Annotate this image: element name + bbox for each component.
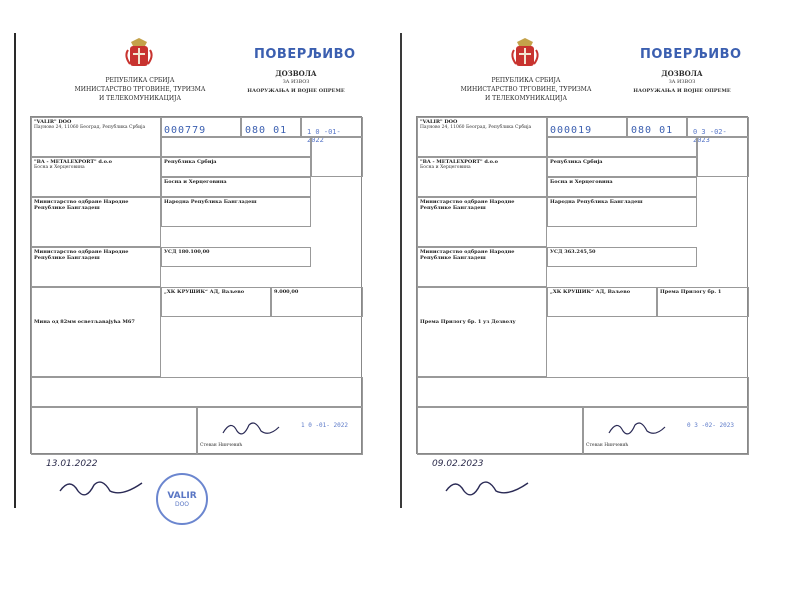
authority-signature-cell: Стеван Нинчевић	[197, 407, 363, 455]
registry-cell	[697, 137, 749, 177]
permit-form	[30, 116, 362, 454]
permit-page-left	[14, 33, 374, 508]
producer-info-cell: „ХК КРУШИК“ АД, Ваљево	[547, 287, 657, 317]
end-user-cell: Министарство одбране Народне Републике Бангладеш	[417, 197, 547, 247]
permit-title: ДОЗВОЛА	[661, 69, 703, 78]
issue-date-stamp: 0 3 -02- 2023	[693, 128, 727, 144]
permit-subtitle-2: НАОРУЖАЊА И ВОЈНЕ ОПРЕМЕ	[633, 88, 731, 94]
handwritten-date: 09.02.2023	[432, 459, 484, 469]
registry-cell	[311, 137, 363, 177]
permit-code: 080 01	[245, 125, 288, 136]
destination-cell: Народна Република Бангладеш	[547, 197, 697, 227]
permit-form	[416, 116, 748, 454]
confidential-header: ПОВЕРЉИВО	[640, 47, 742, 62]
permit-code: 080 01	[631, 125, 674, 136]
permit-number: 000779	[164, 125, 207, 136]
producer-cell	[547, 137, 697, 157]
value-cell: УСД 363.245,50	[547, 247, 697, 267]
exporter-cell: "VALIR" DOO Пауново 24, 11060 Београд, Република Србија	[31, 117, 161, 157]
permit-subtitle-2: НАОРУЖАЊА И ВОЈНЕ ОПРЕМЕ	[247, 88, 345, 94]
confidential-header: ПОВЕРЉИВО	[254, 47, 356, 62]
origin-cell: Република Србија	[161, 157, 311, 177]
official-signature-icon	[607, 417, 667, 441]
exporter-cell: "VALIR" DOO Пауново 24, 11060 Београд, Република Србија	[417, 117, 547, 157]
exporter-signature-icon	[56, 473, 146, 503]
buyer-country-cell: Босна и Херцеговина	[161, 177, 311, 197]
value-cell: УСД 180.100,00	[161, 247, 311, 267]
buyer-country-cell: Босна и Херцеговина	[547, 177, 697, 197]
producer-cell	[161, 137, 311, 157]
company-seal: VALIR DOO	[156, 473, 208, 525]
exporter-signature-cell	[417, 407, 583, 455]
permit-subtitle: ЗА ИЗВОЗ	[668, 79, 696, 85]
authority-signature-cell: Стеван Нинчевић	[583, 407, 749, 455]
handwritten-date: 13.01.2022	[46, 459, 98, 469]
destination-cell: Народна Република Бангладеш	[161, 197, 311, 227]
buyer-cell: "BA - METALEXPORT" d.o.o Босна и Херцеговина	[417, 157, 547, 197]
coat-of-arms-icon	[122, 36, 156, 74]
signature-date-stamp: 1 0 -01- 2022	[301, 422, 348, 429]
end-user-cell: Министарство одбране Народне Републике Бангладеш	[31, 197, 161, 247]
signature-date-stamp: 0 3 -02- 2023	[687, 422, 734, 429]
purpose-cell	[417, 377, 749, 407]
end-user-2-cell: Министарство одбране Народне Републике Бангладеш	[31, 247, 161, 287]
quantity-cell: Према Прилогу бр. 1	[657, 287, 749, 317]
origin-cell: Република Србија	[547, 157, 697, 177]
exporter-signature-cell	[31, 407, 197, 455]
official-signature-icon	[221, 417, 281, 441]
issue-date-stamp: 1 0 -01- 2022	[307, 128, 341, 144]
goods-cell: Мина од 82мм осветљавајућа М67	[31, 287, 161, 377]
issuing-authority: РЕПУБЛИКА СРБИЈА МИНИСТАРСТВО ТРГОВИНЕ, ТУРИЗМА И ТЕЛЕКОМУНИКАЦИЈА	[74, 77, 206, 102]
permit-subtitle: ЗА ИЗВОЗ	[282, 79, 310, 85]
quantity-cell: 9.000,00	[271, 287, 363, 317]
buyer-cell: "BA - METALEXPORT" d.o.o Босна и Херцеговина	[31, 157, 161, 197]
permit-page-right	[400, 33, 760, 508]
goods-cell: Према Прилогу бр. 1 уз Дозволу	[417, 287, 547, 377]
permit-number: 000019	[550, 125, 593, 136]
end-user-2-cell: Министарство одбране Народне Републике Бангладеш	[417, 247, 547, 287]
coat-of-arms-icon	[508, 36, 542, 74]
exporter-signature-icon	[442, 473, 532, 503]
producer-info-cell: „ХК КРУШИК“ АД, Ваљево	[161, 287, 271, 317]
purpose-cell	[31, 377, 363, 407]
issuing-authority: РЕПУБЛИКА СРБИЈА МИНИСТАРСТВО ТРГОВИНЕ, ТУРИЗМА И ТЕЛЕКОМУНИКАЦИЈА	[460, 77, 592, 102]
permit-title: ДОЗВОЛА	[275, 69, 317, 78]
